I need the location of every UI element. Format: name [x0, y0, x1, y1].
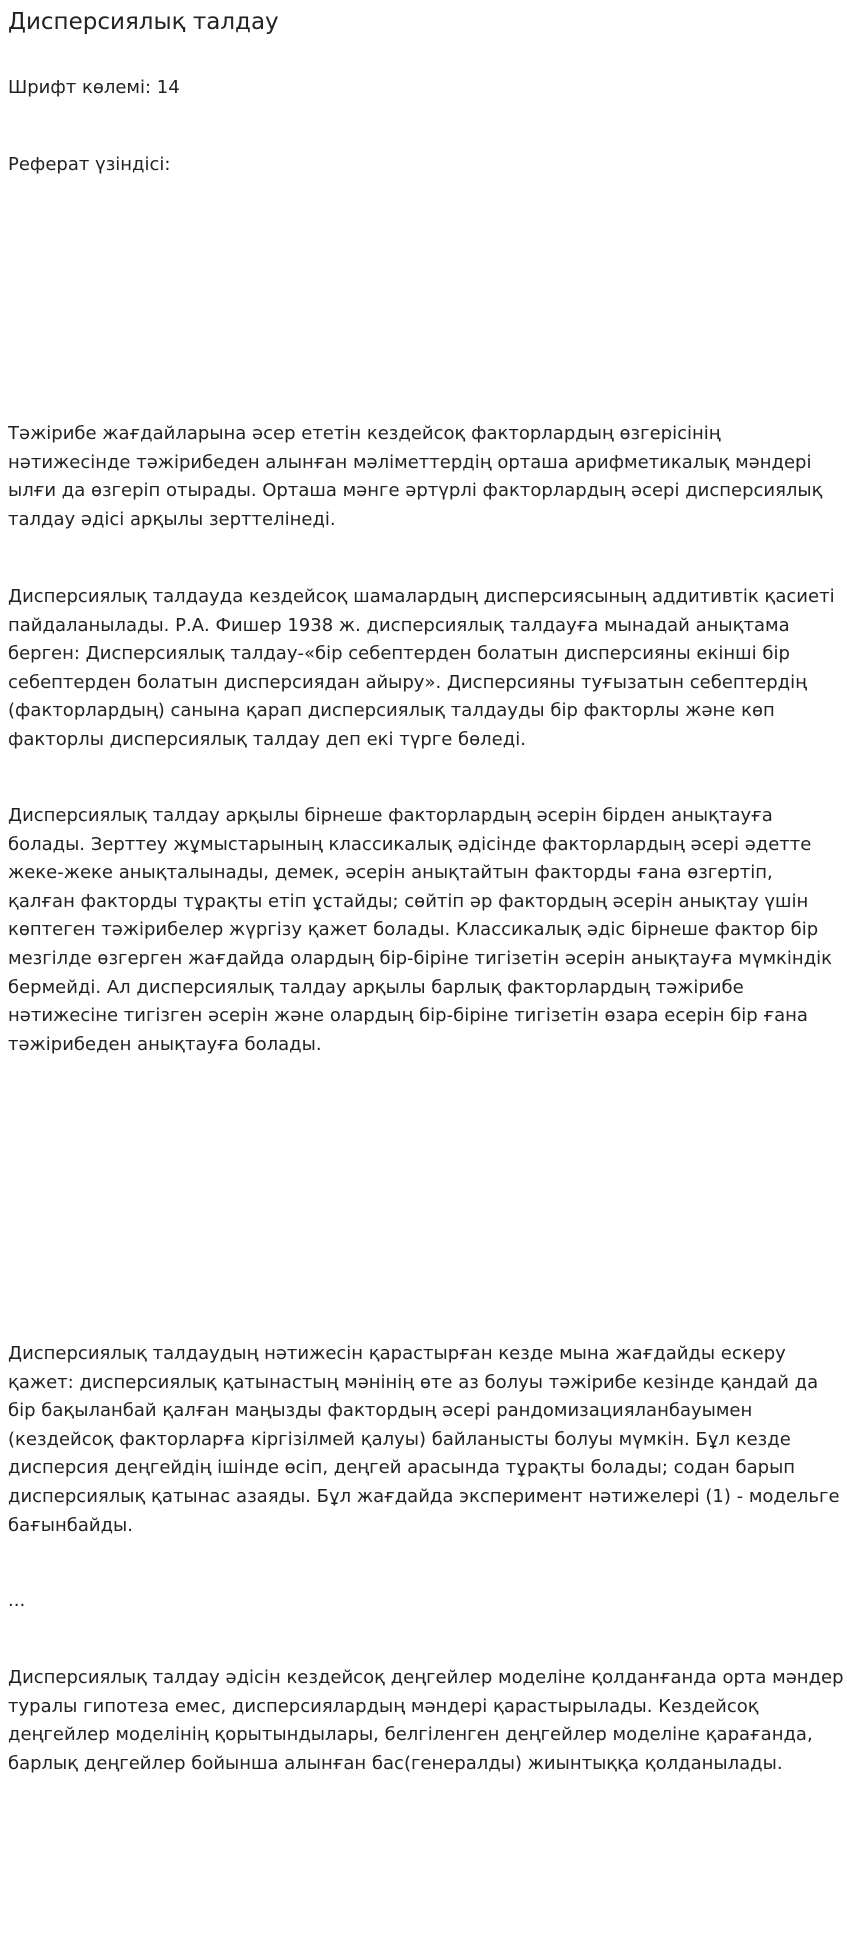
- paragraph-3: Дисперсиялық талдау арқылы бірнеше факторлардың әсерін бірден анықтауға болады. Зерттеу жұмыстарының классикалық әдісінде факторлардың әсері әдетте жеке-жеке анықталынады, демек, әсерін анықтайтын факторды ғана өзгертіп, қалған факторды тұрақты етіп ұстайды; сөйтіп әр фактордың әсерін анықтау үшін көптеген тәжірибелер жүргізу қажет болады. Классикалық әдіс бірнеше фактор бір мезгілде өзгерген жағдайда олардың бір-біріне тигізетін әсерін анықтауға мүмкіндік бермейді. Ал дисперсиялық талдау арқылы барлық факторлардың тәжірибе нәтижесіне тигізген әсерін және олардың бір-біріне тигізетін өзара есерін бір ғана тәжірибеден анықтауға болады.: [8, 805, 833, 1055]
- paragraph-5: Дисперсиялық талдау әдісін кездейсоқ деңгейлер моделіне қолданғанда орта мәндер туралы гипотеза емес, дисперсиялардың мәндері қарастырылады. Кездейсоқ деңгейлер моделінің қорытындылары, белгіленген деңгейлер моделіне қарағанда, барлық деңгейлер бойынша алынған бас(генералды) жиынтыққа қолданылады.: [8, 1667, 844, 1774]
- paragraph-2: Дисперсиялық талдауда кездейсоқ шамалардың дисперсиясының аддитивтік қасиеті пайдаланылады. Р.А. Фишер 1938 ж. дисперсиялық талдауға мынадай анықтама берген: Дисперсиялық талдау-«бір себептерден болатын дисперсияны екінші бір себептерден болатын дисперсиядан айыру». Дисперсияны туғызатын себептердің (факторлардың) санына қарап дисперсиялық талдауды бір факторлы және көп факторлы дисперсиялық талдау деп екі түрге бөледі.: [8, 586, 835, 750]
- font-size-label: Шрифт көлемі: 14: [8, 77, 180, 98]
- page-title: Дисперсиялық талдау: [8, 9, 279, 35]
- abstract-heading: Реферат үзіндісі:: [8, 154, 171, 175]
- paragraph-1: Тәжірибе жағдайларына әсер ететін кездейсоқ факторлардың өзгерісінің нәтижесінде тәжірибеден алынған мәліметтердің орташа арифметикалық мәндері ылғи да өзгеріп отырады. Орташа мәнге әртүрлі факторлардың әсері дисперсиялық талдау әдісі арқылы зерттелінеді.: [8, 423, 823, 530]
- ellipsis: ...: [8, 1590, 26, 1611]
- paragraph-4: Дисперсиялық талдаудың нәтижесін қарастырған кезде мына жағдайды ескеру қажет: дисперсиялық қатынастың мәнінің өте аз болуы тәжірибе кезінде қандай да бір бақыланбай қалған маңызды фактордың әсері рандомизацияланбауымен (кездейсоқ факторларға кіргізілмей қалуы) байланысты болуы мүмкін. Бұл кезде дисперсия деңгейдің ішінде өсіп, деңгей арасында тұрақты болады; содан барып дисперсиялық қатынас азаяды. Бұл жағдайда эксперимент нәтижелері (1) - модельге бағынбайды.: [8, 1343, 840, 1536]
